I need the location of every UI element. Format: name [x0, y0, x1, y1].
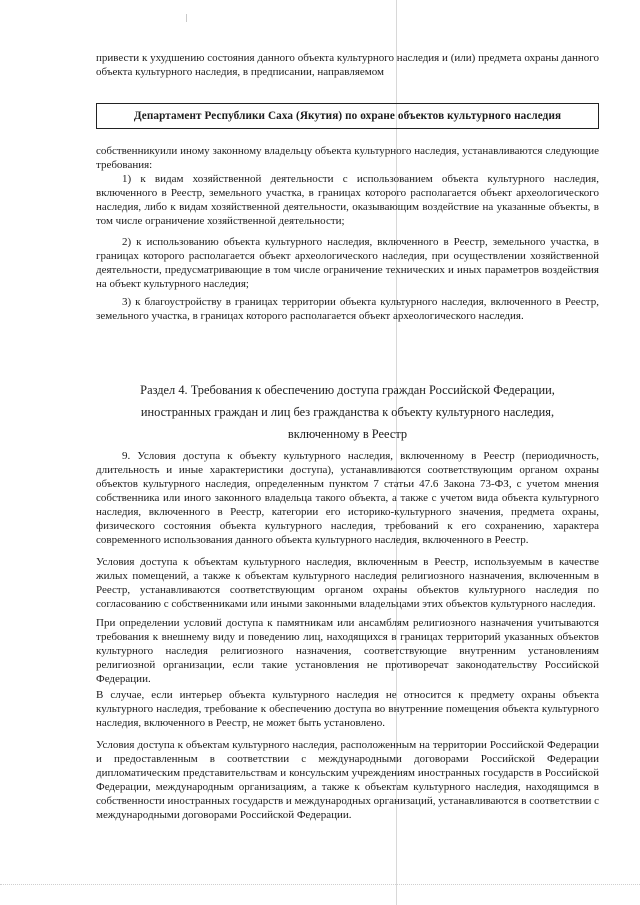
authority-banner [96, 103, 599, 129]
paragraph-9: 9. Условия доступа к объекту культурного наследия, включенному в Реестр (периодичность, длительность и иные характеристики доступа), устанавливаются соответствующим органом охраны объектов культурного наследия, определенным пунктом 7 статьи 47.6 Закона 73-ФЗ, с учетом мнения собственника или иного законного владельца такого объекта, а также с учетом вида объекта культурного наследия, включенного в Реестр, категории его историко-культурного значения, предмета охраны, физического состояния объекта культурного наследия, требований к его сохранению, характера современного использования данного объекта культурного наследия, включенного в Реестр. [96, 450, 599, 546]
paragraph-residential-religious: Условия доступа к объектам культурного наследия, включенным в Реестр, используемым в качестве жилых помещений, а также к объектам культурного наследия религиозного назначения, включенным в Реестр, устанавливаются соответствующим органом охраны объектов культурного наследия по согласованию с собственниками или иными законными владельцами этих объектов культурного наследия. [96, 556, 599, 610]
authority-banner-text: Департамент Республики Саха (Якутия) по охране объектов культурного наследия [133, 110, 562, 122]
section-4-heading [96, 379, 599, 445]
scan-mark [186, 14, 187, 22]
paragraph-interior: В случае, если интерьер объекта культурного наследия не относится к предмету охраны объекта культурного наследия, требование к обеспечению доступа во внутренние помещения объекта культурного наследия, включенного в Реестр, не может быть установлено. [96, 689, 599, 729]
paragraph-religious-conditions: При определении условий доступа к памятникам или ансамблям религиозного назначения учитываются требования к внешнему виду и поведению лиц, находящихся в границах территорий указанных объектов культурного наследия религиозного назначения, соответствующие внутренним установлениям религиозной организации, если такие установления не противоречат законодательству Российской Федерации. [96, 617, 599, 685]
scan-bottom-edge [0, 884, 640, 887]
paragraph-diplomatic: Условия доступа к объектам культурного наследия, расположенным на территории Российской Федерации и предоставленным в соответствии с международными договорами Российской Федерации дипломатическим представительствам и консульским учреждениям иностранных государств в Российской Федерации, международным организациям, а также к объектам культурного наследия, находящимся в собственности иностранных государств и международных организаций, устанавливаются в соответствии с международными договорами Российской Федерации. [96, 739, 599, 821]
requirement-1: 1) к видам хозяйственной деятельности с использованием объекта культурного наследия, включенного в Реестр, земельного участка, в границах которого располагается объект археологического наследия, либо к видам хозяйственной деятельности, оказывающим воздействие на указанные объекты, в том числе ограничение хозяйственной деятельности; [96, 173, 599, 227]
requirement-3: 3) к благоустройству в границах территории объекта культурного наследия, включенного в Реестр, земельного участка, в границах которого располагается объект археологического наследия. [96, 296, 599, 322]
owner-requirements-intro: собственникуили иному законному владельцу объекта культурного наследия, устанавливаются следующие требования: [96, 145, 599, 171]
section-heading-line-1: Раздел 4. Требования к обеспечению доступа граждан Российской Федерации, [140, 383, 555, 397]
intro-paragraph: привести к ухудшению состояния данного объекта культурного наследия и (или) предмета охраны данного объекта культурного наследия, в предписании, направляемом [96, 52, 599, 78]
section-heading-line-3: включенному в Реестр [287, 427, 408, 441]
section-heading-line-2: иностранных граждан и лиц без гражданства к объекту культурного наследия, [140, 405, 555, 419]
requirement-2: 2) к использованию объекта культурного наследия, включенного в Реестр, земельного участка, в границах которого располагается объект археологического наследия, при осуществлении хозяйственной деятельности, предусматривающие в том числе ограничение технических и иных параметров воздействия на объект культурного наследия; [96, 236, 599, 290]
